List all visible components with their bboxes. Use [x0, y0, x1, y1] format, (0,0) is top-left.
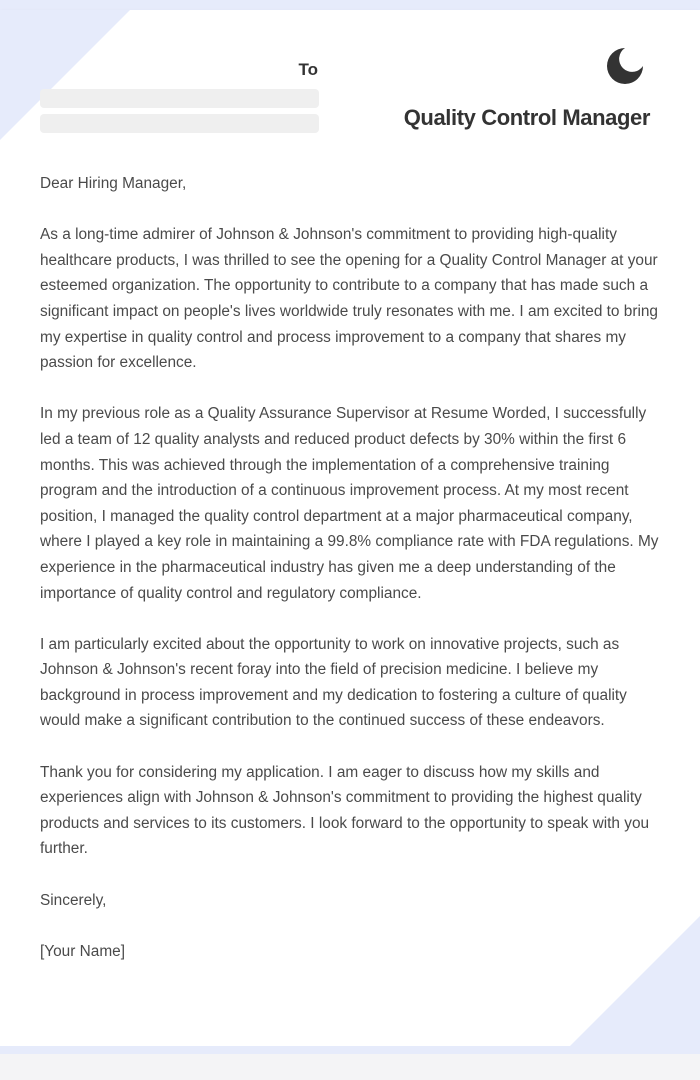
letter-page: [0, 10, 700, 1046]
job-title: Quality Control Manager: [403, 105, 650, 130]
paragraph-2: In my previous role as a Quality Assurance Supervisor at Resume Worded, I successfully led a team of 12 quality analysts and reduced product defects by 30% within the first 6 months. This was achieved through the implementation of a comprehensive training program and the introduction of a continuous improvement process. At my most recent position, I managed the quality control department at a major pharmaceutical company, where I played a key role in maintaining a 99.8% compliance rate with FDA regulations. My experience in the pharmaceutical industry has given me a deep understanding of the importance of quality control and regulatory compliance.: [40, 405, 659, 602]
moon-icon: [605, 46, 645, 86]
recipient-label: To: [298, 60, 318, 79]
top-accent-band: [0, 0, 700, 10]
paragraph-4: Thank you for considering my application. I am eager to discuss how my skills and experiences align with Johnson & Johnson's commitment to providing the highest quality products and services to its customers. I look forward to the opportunity to speak with you further.: [40, 763, 650, 858]
letter-body: [40, 171, 662, 990]
paragraph-3: I am particularly excited about the opportunity to work on innovative projects, such as Johnson & Johnson's recent foray into the field of precision medicine. I believe my background in process improvement and my dedication to fostering a culture of quality would make a significant contribution to the continued success of these endeavors.: [40, 635, 627, 730]
signature: [Your Name]: [40, 942, 125, 960]
recipient-placeholder-line: [40, 89, 319, 108]
recipient-placeholder-line: [40, 114, 319, 133]
bottom-accent-band: [0, 1046, 700, 1054]
paragraph-1: As a long-time admirer of Johnson & Johnson's commitment to providing high-quality healthcare products, I was thrilled to see the opening for a Quality Control Manager at your esteemed organization. The opportunity to contribute to a company that has made such a significant impact on people's lives worldwide truly resonates with me. I am excited to bring my expertise in quality control and process improvement to a company that shares my passion for excellence.: [40, 226, 658, 372]
salutation: Dear Hiring Manager,: [40, 175, 187, 192]
closing: Sincerely,: [40, 891, 107, 909]
